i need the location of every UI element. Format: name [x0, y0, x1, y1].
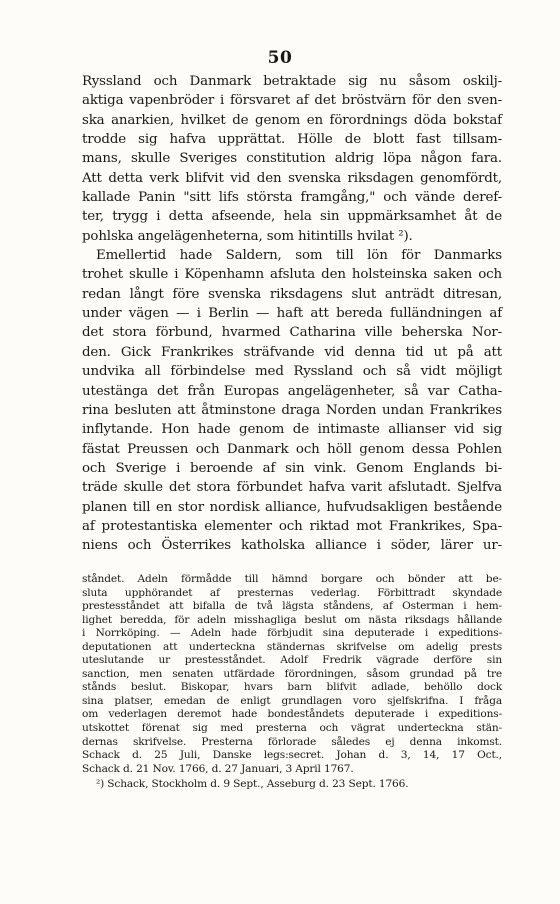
text-line: utestänga det från Europas angelägenheter, så var Catha- — [82, 383, 502, 399]
footnote-line: lighet beredda, för adeln misshagliga beslut om nästa riksdags hållande — [82, 613, 502, 626]
page-number: 50 — [267, 48, 293, 68]
footnote-line: deputationen att underteckna ständernas skrifvelse om adelig prests — [82, 640, 502, 653]
text-line: rina besluten att åtminstone draga Norden undan Frankrikes — [82, 402, 502, 418]
text-line: aktiga vapenbröder i försvaret af det bröstvärn för den sven- — [82, 93, 502, 109]
footnote-line: utskottet förenat sig med presterna och vägrat underteckna stän- — [82, 722, 502, 735]
text-line: mans, skulle Sveriges constitution aldrig löpa någon fara. — [82, 151, 502, 167]
footnote-line: ståndet. Adeln förmådde till hämnd borgare och bönder att be- — [82, 573, 502, 585]
text-line: undvika all förbindelse med Ryssland och så vidt möjligt — [82, 364, 502, 380]
text-line: Att detta verk blifvit vid den svenska riksdagen genomfördt, — [82, 170, 502, 186]
text-line: och Sverige i beroende af sin vink. Genom Englands bi- — [82, 460, 502, 476]
text-line: fästat Preussen och Danmark och höll genom dessa Pohlen — [82, 441, 502, 457]
text-line: trodde sig hafva upprättat. Hölle de blott fast tillsam- — [82, 132, 502, 148]
text-line: kallade Panin "sitt lifs största framgång," och vände deref- — [82, 190, 502, 206]
text-line: inflytande. Hon hade genom de intimaste allianser vid sig — [82, 422, 502, 438]
text-line: trohet skulle i Köpenhamn afsluta den holsteinska saken och — [82, 267, 502, 283]
text-line: redan långt före svenska riksdagens slut anträdt ditresan, — [82, 286, 502, 302]
text-line: under vägen — i Berlin — haft att bereda fulländningen af — [82, 306, 502, 322]
footnote-line: Schack d. 25 Juli, Danske legs:secret. Johan d. 3, 14, 17 Oct., — [82, 749, 502, 762]
footnotes — [82, 573, 502, 792]
footnote-line: sanction, men senaten utfärdade förordningen, såsom grundad på tre — [82, 667, 502, 680]
text-line: ska anarkien, hvilket de genom en förordnings döda bokstaf — [82, 112, 502, 128]
footnote-line: ²) Schack, Stockholm d. 9 Sept., Asseburg d. 23 Sept. 1766. — [96, 778, 409, 791]
footnote-line: dernas skrifvelse. Presterna förlorade således ej denna inkomst. — [82, 735, 502, 748]
footnote-line: stånds beslut. Biskopar, hvars barn blifvit adlade, behöllo dock — [82, 681, 502, 694]
text-line: Ryssland och Danmark betraktade sig nu såsom oskilj- — [82, 74, 502, 89]
text-line: planen till en stor nordisk alliance, hufvudsakligen bestående — [82, 499, 502, 515]
footnote-line: i Norrköping. — Adeln hade förbjudit sina deputerade i expeditions- — [82, 627, 502, 640]
main-text — [82, 72, 502, 556]
text-line: den. Gick Frankrikes sträfvande vid denna tid ut på att — [82, 344, 502, 360]
text-line: af protestantiska elementer och riktad mot Frankrikes, Spa- — [82, 518, 502, 534]
text-line: ter, trygg i detta afseende, hela sin uppmärksamhet åt de — [82, 209, 502, 225]
footnote-line: sluta upphörandet af presternas vederlag. Förbittradt skyndade — [82, 586, 502, 599]
footnote-line: uteslutande ur prestesståndet. Adolf Fredrik vägrade derföre sin — [82, 654, 502, 667]
text-line: pohlska angelägenheterna, som hitintills hvilat ²). — [82, 228, 413, 244]
text-line: det stora förbund, hvarmed Catharina ville beherska Nor- — [82, 325, 502, 341]
text-line: träde skulle det stora förbundet hafva varit afslutadt. Sjelfva — [82, 480, 502, 496]
footnote-line: prestesståndet att bifalla de två lägsta ståndens, af Osterman i hem- — [82, 600, 502, 613]
footnote-line: om vederlagen deremot hade bondeståndets deputerade i expeditions- — [82, 708, 502, 721]
footnote-line: sina platser, emedan de enligt grundlagen voro sjelfskrifna. I fråga — [82, 694, 502, 707]
text-line: niens och Österrikes katholska alliance i söder, lärer ur- — [82, 538, 502, 554]
footnote-line: Schack d. 21 Nov. 1766, d. 27 Januari, 3 April 1767. — [82, 762, 354, 775]
text-line: Emellertid hade Saldern, som till lön för Danmarks — [96, 248, 502, 264]
